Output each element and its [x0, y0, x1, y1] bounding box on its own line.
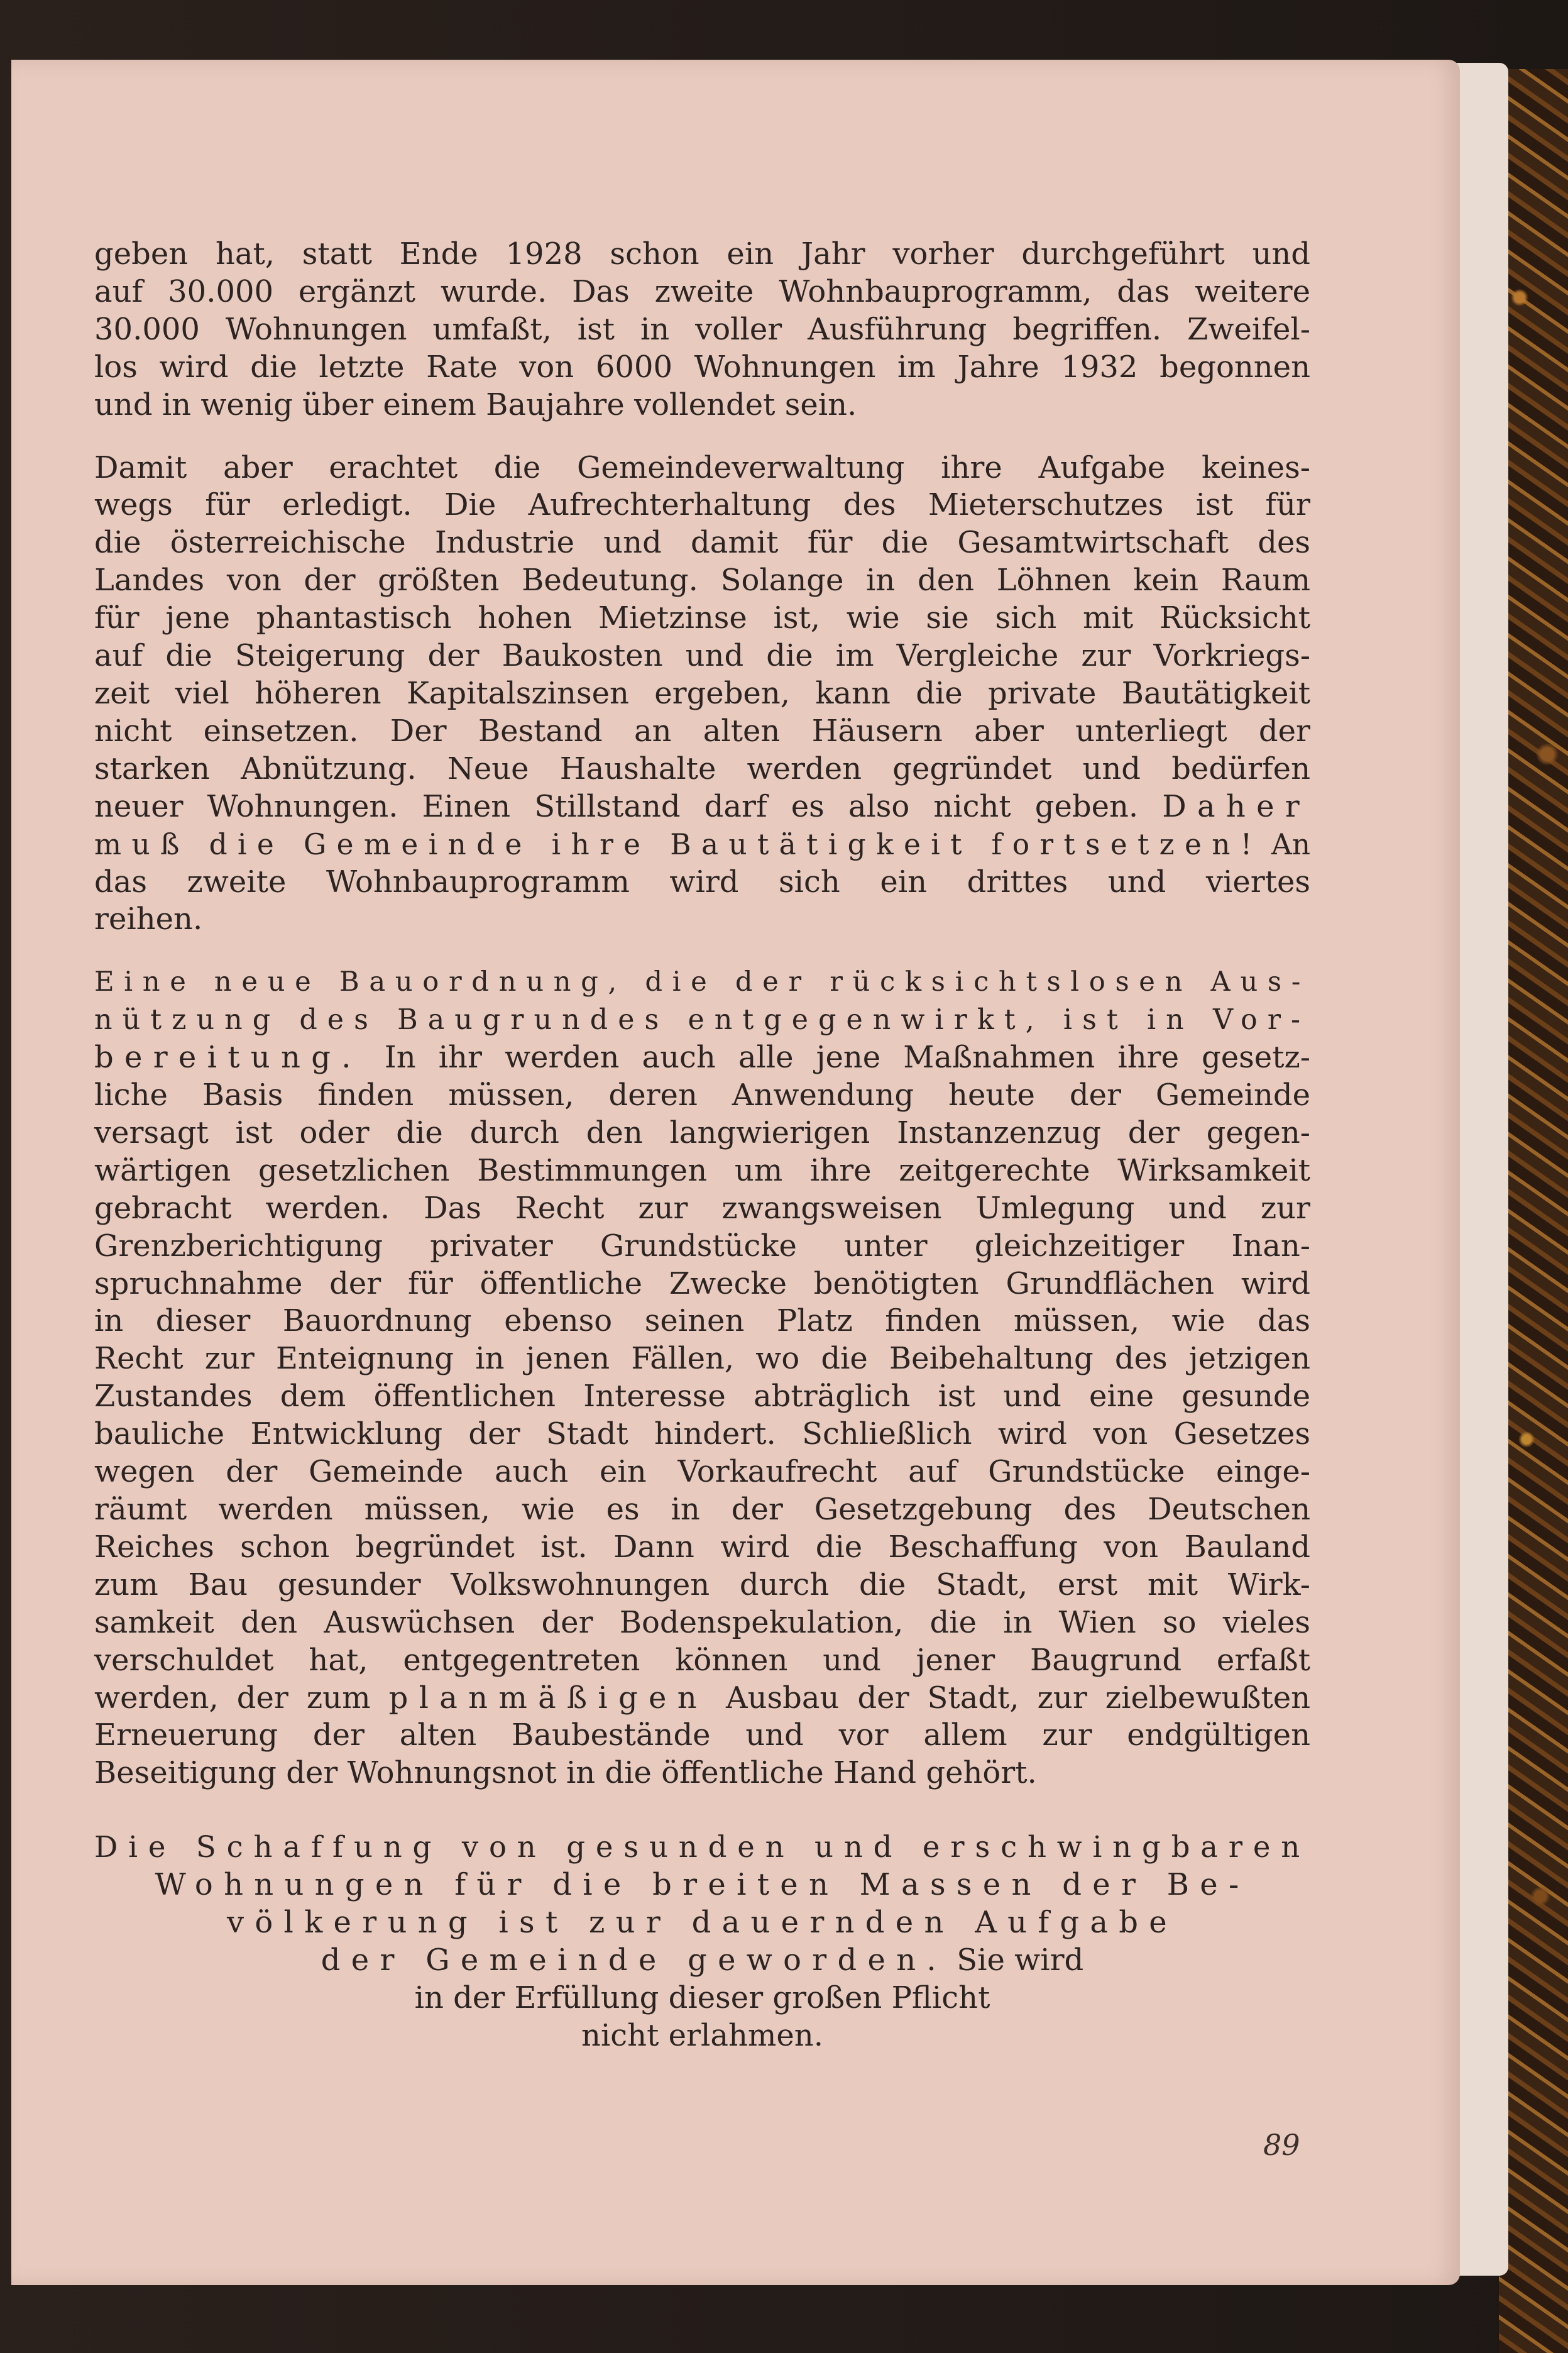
text-run: in dieser Bauordnung ebenso seinen Platz finden müssen, wie das: [94, 1303, 1310, 1339]
text-run: die österreichische Industrie und damit für die Gesamtwirtschaft des: [94, 525, 1310, 561]
text-run: verschuldet hat, entgegentreten können und jener Baugrund erfaßt: [94, 1642, 1310, 1678]
text-line: [94, 1453, 1310, 1491]
spaced-emphasis-text: nützung des Baugrundes entgegenwirkt, ist in Vor-: [94, 1004, 1310, 1037]
text-line: [94, 1152, 1310, 1190]
text-run: und in wenig über einem Baujahre vollendet sein.: [94, 387, 857, 422]
text-run: werden, der zum: [94, 1680, 389, 1716]
spaced-emphasis-text: Die Schaffung von gesunden und erschwingbaren: [94, 1830, 1310, 1865]
text-line: [94, 964, 1310, 1001]
text-run: Sie wird: [946, 1942, 1084, 1978]
text-run: in der Erfüllung dieser großen Pflicht: [414, 1980, 990, 2015]
text-run: Recht zur Enteignung in jenen Fällen, wo die Beibehaltung des jetzigen: [94, 1341, 1310, 1377]
text-line: [94, 751, 1310, 788]
text-line: [94, 1228, 1310, 1265]
text-run: wegs für erledigt. Die Aufrechterhaltung des Mieterschutzes ist für: [94, 487, 1310, 523]
text-line: [94, 236, 1310, 273]
text-run: zeit viel höheren Kapitalszinsen ergeben, kann die private Bautätigkeit: [94, 675, 1310, 711]
text-run: auf 30.000 ergänzt wurde. Das zweite Wohnbauprogramm, das weitere: [94, 273, 1310, 309]
spaced-emphasis-text: bereitung.: [94, 1040, 362, 1076]
text-run: starken Abnützung. Neue Haushalte werden gegründet und bedürfen: [94, 751, 1310, 786]
text-line: [94, 1491, 1310, 1529]
body-text: [94, 236, 1310, 2055]
text-line: [94, 1604, 1310, 1642]
text-line: [94, 1980, 1310, 2017]
text-run: versagt ist oder die durch den langwierigen Instanzenzug der gegen-: [94, 1115, 1310, 1150]
text-line: [94, 449, 1310, 487]
text-run: Reiches schon begründet ist. Dann wird die Beschaffung von Bauland: [94, 1529, 1310, 1565]
text-run: liche Basis finden müssen, deren Anwendung heute der Gemeinde: [94, 1077, 1310, 1113]
paragraph: [94, 236, 1310, 424]
text-run: In ihr werden auch alle jene Maßnahmen ihre gesetz-: [361, 1040, 1310, 1076]
text-run: 30.000 Wohnungen umfaßt, ist in voller Ausführung begriffen. Zweifel-: [94, 311, 1310, 347]
text-line: [94, 788, 1310, 826]
paragraph: [94, 449, 1310, 939]
text-line: [94, 1001, 1310, 1039]
text-run: das zweite Wohnbauprogramm wird sich ein drittes und viertes: [94, 864, 1310, 900]
marbled-cover-edge: [1499, 69, 1568, 2353]
text-run: Zustandes dem öffentlichen Interesse abträglich ist und eine gesunde: [94, 1379, 1310, 1414]
text-run: Erneuerung der alten Baubestände und vor allem zur endgültigen: [94, 1717, 1310, 1753]
text-line: [94, 1039, 1310, 1077]
closing-statement: [94, 1829, 1310, 2054]
text-line: [94, 1642, 1310, 1680]
text-run: Landes von der größten Bedeutung. Solange in den Löhnen kein Raum: [94, 563, 1310, 598]
paragraphs: [94, 236, 1310, 1792]
text-line: [94, 311, 1310, 349]
text-run: spruchnahme der für öffentliche Zwecke benötigten Grundflächen wird: [94, 1265, 1310, 1301]
text-line: [94, 1265, 1310, 1303]
text-line: [94, 387, 1310, 424]
text-line: [94, 524, 1310, 562]
text-line: [94, 1942, 1310, 1980]
text-line: [94, 1904, 1310, 1942]
spaced-emphasis-text: völkerung ist zur dauernden Aufgabe: [226, 1905, 1178, 1941]
text-line: [94, 1866, 1310, 1904]
text-line: [94, 1755, 1310, 1792]
text-run: An: [1262, 827, 1310, 861]
text-line: [94, 826, 1310, 864]
spaced-emphasis-text: planmäßigen: [388, 1680, 708, 1716]
text-run: geben hat, statt Ende 1928 schon ein Jahr vorher durchgeführt und: [94, 236, 1310, 272]
text-line: [94, 1190, 1310, 1228]
text-line: [94, 1416, 1310, 1453]
text-line: [94, 713, 1310, 751]
text-run: samkeit den Auswüchsen der Bodenspekulation, die in Wien so vieles: [94, 1604, 1310, 1640]
text-line: [94, 1115, 1310, 1152]
text-line: [94, 1829, 1310, 1866]
text-run: Damit aber erachtet die Gemeindeverwaltung ihre Aufgabe keines-: [94, 449, 1310, 485]
page-number: 89: [1263, 2128, 1300, 2162]
text-line: [94, 1717, 1310, 1755]
text-line: [94, 864, 1310, 901]
text-run: los wird die letzte Rate von 6000 Wohnungen im Jahre 1932 begonnen: [94, 349, 1310, 385]
text-line: [94, 1529, 1310, 1567]
text-run: wärtigen gesetzlichen Bestimmungen um ihre zeitgerechte Wirksamkeit: [94, 1152, 1310, 1188]
text-run: räumt werden müssen, wie es in der Gesetzgebung des Deutschen: [94, 1492, 1310, 1527]
text-line: [94, 349, 1310, 387]
text-line: [94, 1378, 1310, 1416]
text-line: [94, 1303, 1310, 1340]
paragraph: [94, 964, 1310, 1792]
text-line: [94, 562, 1310, 600]
text-line: [94, 487, 1310, 524]
text-line: [94, 1077, 1310, 1115]
text-line: [94, 273, 1310, 311]
text-run: reihen.: [94, 901, 203, 937]
spaced-emphasis-text: Daher: [1162, 788, 1310, 824]
text-run: nicht einsetzen. Der Bestand an alten Häusern aber unterliegt der: [94, 713, 1310, 749]
text-run: Beseitigung der Wohnungsnot in die öffentliche Hand gehört.: [94, 1755, 1037, 1791]
text-run: zum Bau gesunder Volkswohnungen durch die Stadt, erst mit Wirk-: [94, 1567, 1310, 1602]
spaced-emphasis-text: der Gemeinde geworden.: [321, 1942, 947, 1978]
text-line: [94, 1680, 1310, 1717]
text-run: auf die Steigerung der Baukosten und die im Vergleiche zur Vorkriegs-: [94, 638, 1310, 674]
text-run: gebracht werden. Das Recht zur zwangsweisen Umlegung und zur: [94, 1190, 1310, 1226]
spaced-emphasis-text: Eine neue Bauordnung, die der rücksichtslosen Aus-: [94, 966, 1310, 998]
text-run: nicht erlahmen.: [581, 2017, 823, 2053]
text-run: für jene phantastisch hohen Mietzinse ist, wie sie sich mit Rücksicht: [94, 600, 1310, 636]
text-run: wegen der Gemeinde auch ein Vorkaufrecht auf Grundstücke einge-: [94, 1454, 1310, 1490]
spaced-emphasis-text: muß die Gemeinde ihre Bautätigkeit fortsetzen!: [94, 827, 1263, 861]
text-line: [94, 901, 1310, 939]
text-run: Ausbau der Stadt, zur zielbewußten: [707, 1680, 1311, 1716]
text-line: [94, 1567, 1310, 1604]
text-run: bauliche Entwicklung der Stadt hindert. Schließlich wird von Gesetzes: [94, 1416, 1310, 1452]
spaced-emphasis-text: Wohnungen für die breiten Massen der Be-: [155, 1867, 1250, 1903]
text-line: [94, 1340, 1310, 1378]
text-line: [94, 600, 1310, 637]
text-line: [94, 2017, 1310, 2055]
text-run: neuer Wohnungen. Einen Stillstand darf es also nicht geben.: [94, 788, 1163, 824]
text-run: Grenzberichtigung privater Grundstücke unter gleichzeitiger Inan-: [94, 1228, 1310, 1264]
text-line: [94, 637, 1310, 675]
text-line: [94, 675, 1310, 713]
